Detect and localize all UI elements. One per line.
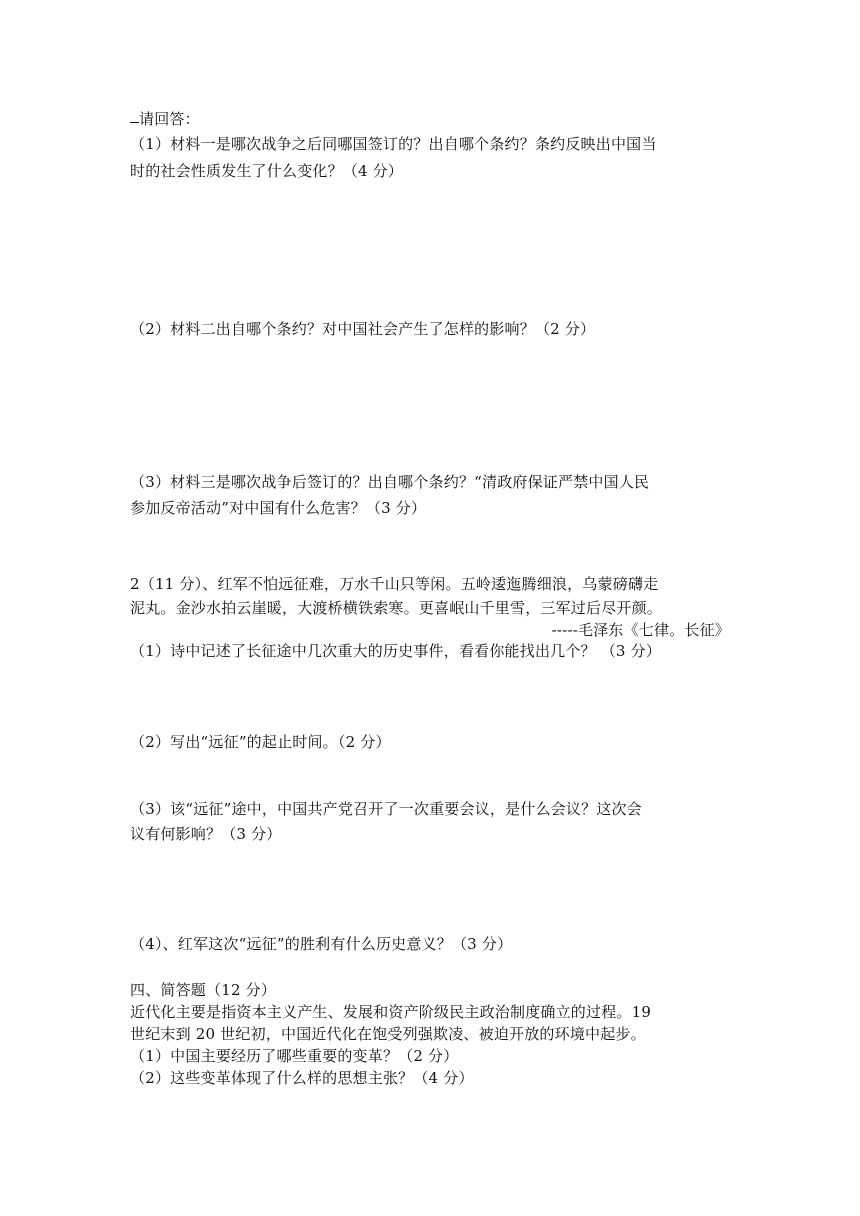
q2-part4: （4）、红军这次“远征”的胜利有什么历史意义？（3 分） (130, 935, 513, 953)
section4-part1: （1）中国主要经历了哪些重要的变革？（2 分） (130, 1047, 459, 1065)
intro-text: 请回答： (139, 110, 200, 128)
intro-line (130, 108, 730, 130)
q1-part2: （2）材料二出自哪个条约？对中国社会产生了怎样的影响？（2 分） (130, 320, 596, 338)
blank-mark (130, 108, 139, 123)
section4-text-line2: 世纪末到 20 世纪初，中国近代化在饱受列强欺凌、被迫开放的环境中起步。 (130, 1025, 646, 1043)
q2-poem-line1: 2（11 分）、红军不怕远征难，万水千山只等闲。五岭逶迤腾细浪，乌蒙磅礴走 (130, 575, 659, 593)
q2-part3-line1: （3）该“远征”途中，中国共产党召开了一次重要会议，是什么会议？这次会 (130, 800, 642, 818)
q2-part1: （1）诗中记述了长征途中几次重大的历史事件，看看你能找出几个？ （3 分） (130, 642, 662, 660)
section4-heading: 四、简答题（12 分） (130, 981, 277, 999)
q2-poem-source: -----毛泽东《七律。长征》 (551, 621, 730, 639)
q1-part1-line2: 时的社会性质发生了什么变化？（4 分） (130, 162, 404, 180)
section4-text-line1: 近代化主要是指资本主义产生、发展和资产阶级民主政治制度确立的过程。19 (130, 1003, 652, 1021)
q2-poem-line2: 泥丸。金沙水拍云崖暖，大渡桥横铁索寒。更喜岷山千里雪，三军过后尽开颜。 (130, 599, 663, 617)
q1-part3-line1: （3）材料三是哪次战争后签订的？出自哪个条约？“清政府保证严禁中国人民 (130, 473, 650, 491)
q2-part3-line2: 议有何影响？（3 分） (130, 825, 282, 843)
q1-part3-line2: 参加反帝活动”对中国有什么危害？（3 分） (130, 499, 427, 517)
q2-part2: （2）写出“远征”的起止时间。（2 分） (130, 733, 391, 751)
q1-part1-line1: （1）材料一是哪次战争之后同哪国签订的？出自哪个条约？条约反映出中国当 (130, 135, 657, 153)
section4-part2: （2）这些变革体现了什么样的思想主张？（4 分） (130, 1069, 474, 1087)
